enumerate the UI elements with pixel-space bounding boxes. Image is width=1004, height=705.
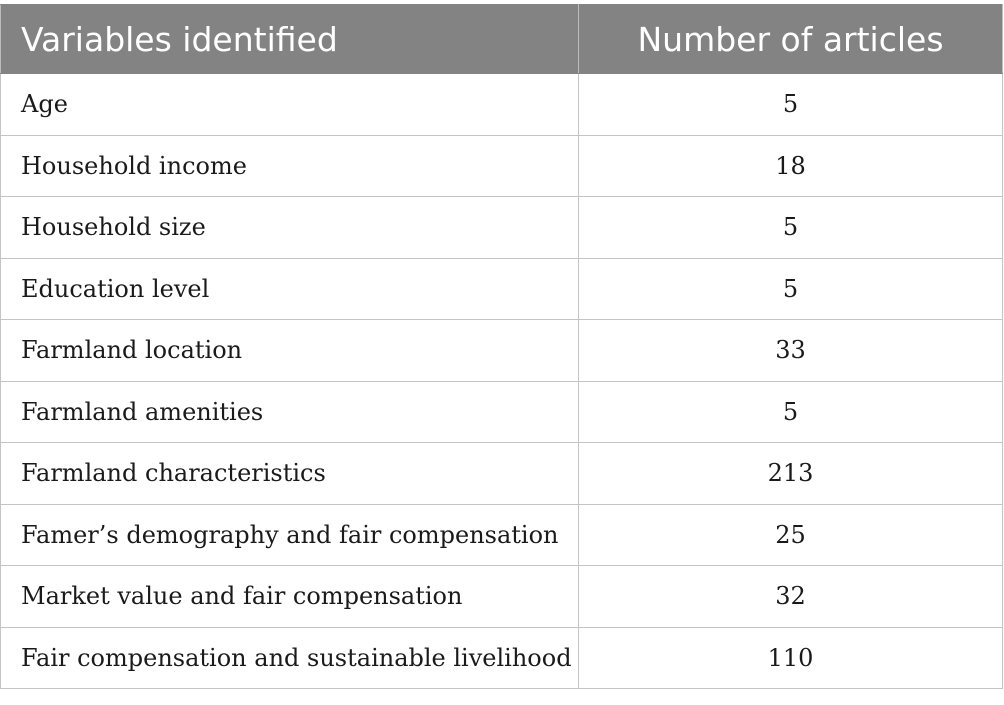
articles-table-container: [0, 4, 1002, 689]
count-cell: 32: [579, 566, 1003, 628]
variable-cell: Farmland characteristics: [1, 443, 579, 505]
table-row: [1, 566, 1003, 628]
table-row: [1, 443, 1003, 505]
table-row: [1, 135, 1003, 197]
count-cell: 5: [579, 381, 1003, 443]
variable-cell: Farmland location: [1, 320, 579, 382]
variables-articles-table: [0, 4, 1003, 689]
header-number-of-articles: Number of articles: [579, 5, 1003, 74]
variable-cell: Market value and fair compensation: [1, 566, 579, 628]
table-row: [1, 197, 1003, 259]
table-header: [1, 5, 1003, 74]
count-cell: 110: [579, 627, 1003, 689]
table-row: [1, 381, 1003, 443]
count-cell: 213: [579, 443, 1003, 505]
count-cell: 5: [579, 197, 1003, 259]
header-variables-identified: Variables identified: [1, 5, 579, 74]
count-cell: 25: [579, 504, 1003, 566]
count-cell: 33: [579, 320, 1003, 382]
count-cell: 5: [579, 74, 1003, 136]
table-row: [1, 504, 1003, 566]
count-cell: 18: [579, 135, 1003, 197]
header-row: [1, 5, 1003, 74]
table-row: [1, 258, 1003, 320]
variable-cell: Famer’s demography and fair compensation: [1, 504, 579, 566]
count-cell: 5: [579, 258, 1003, 320]
table-row: [1, 320, 1003, 382]
variable-cell: Education level: [1, 258, 579, 320]
variable-cell: Farmland amenities: [1, 381, 579, 443]
variable-cell: Household size: [1, 197, 579, 259]
variable-cell: Age: [1, 74, 579, 136]
table-body: [1, 74, 1003, 689]
table-row: [1, 627, 1003, 689]
variable-cell: Fair compensation and sustainable livelihood: [1, 627, 579, 689]
table-row: [1, 74, 1003, 136]
variable-cell: Household income: [1, 135, 579, 197]
